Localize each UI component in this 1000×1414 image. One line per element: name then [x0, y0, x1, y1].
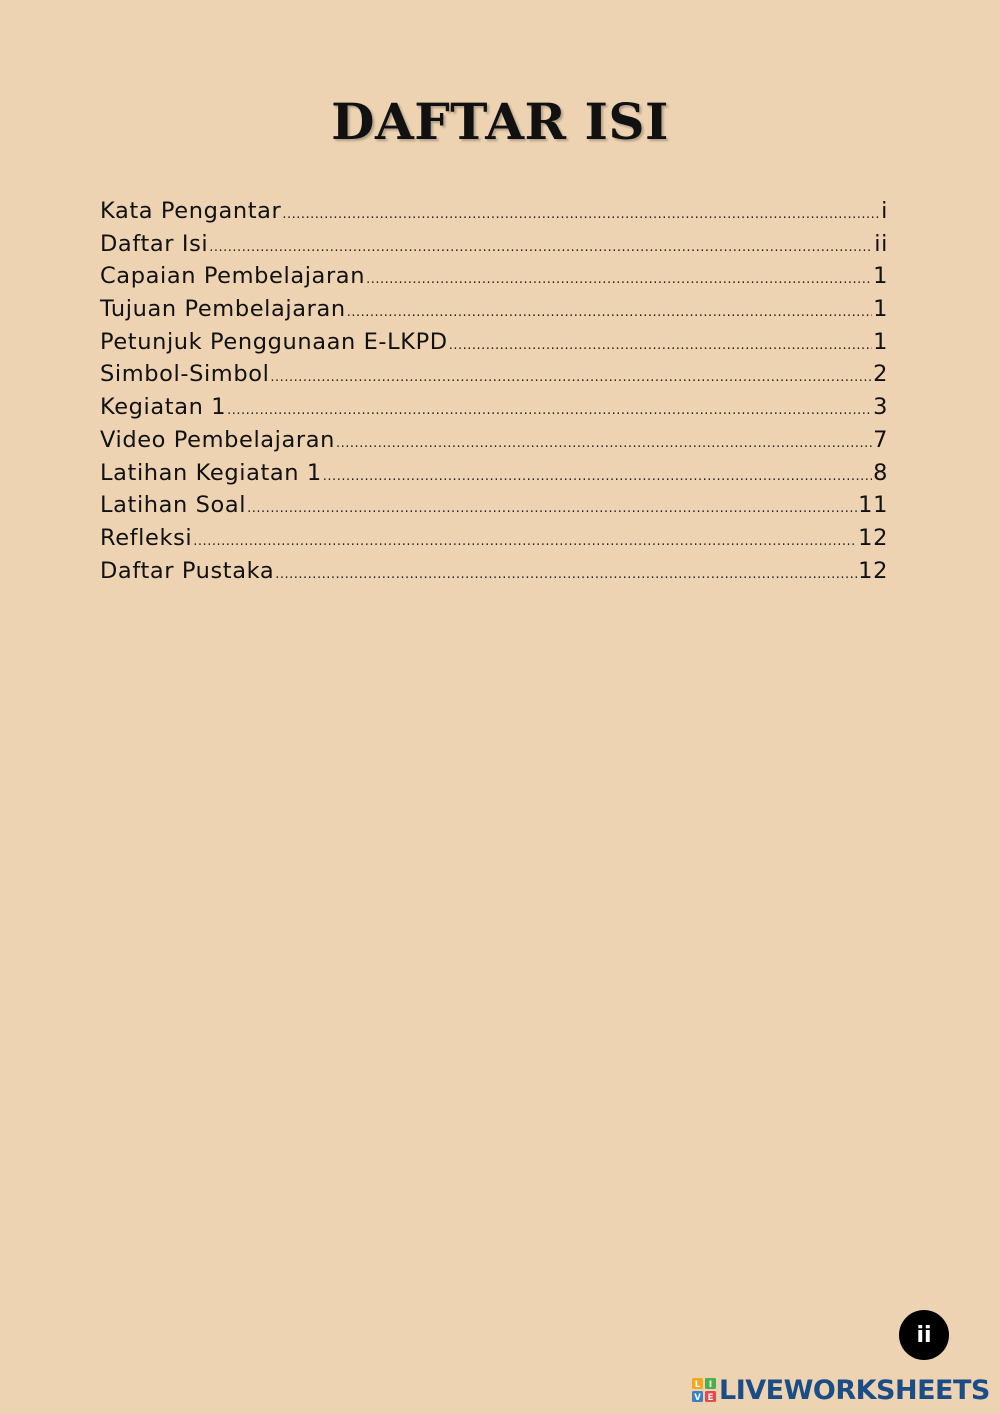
toc-page: 1	[873, 328, 888, 355]
toc-page: 11	[858, 492, 888, 519]
toc-page: i	[881, 198, 888, 224]
toc-row	[100, 558, 888, 591]
toc-page: 7	[873, 426, 888, 453]
logo-letter: I	[708, 1379, 713, 1390]
toc-row	[100, 198, 888, 231]
toc-leader	[227, 403, 872, 418]
toc-row	[100, 525, 888, 558]
toc-leader	[347, 305, 872, 320]
toc-label: Latihan Soal	[100, 492, 247, 519]
toc-label: Daftar Pustaka	[100, 557, 275, 584]
toc-label: Simbol-Simbol	[100, 361, 270, 388]
toc-row	[100, 427, 888, 460]
toc-label: Capaian Pembelajaran	[100, 263, 366, 290]
toc-label: Kegiatan 1	[100, 394, 227, 421]
liveworksheets-brand[interactable]	[692, 1374, 990, 1406]
toc-label: Petunjuk Penggunaan E-LKPD	[100, 328, 448, 355]
toc-row	[100, 492, 888, 525]
toc-leader	[270, 370, 872, 385]
toc-leader	[247, 501, 857, 516]
toc-leader	[209, 240, 873, 255]
toc-leader	[275, 567, 857, 582]
page-number-badge: ii	[899, 1310, 949, 1360]
toc-page: 3	[873, 394, 888, 421]
toc-page: ii	[874, 230, 888, 257]
toc-page: 1	[873, 263, 888, 290]
toc-label: Video Pembelajaran	[100, 426, 336, 453]
toc-page: 12	[858, 524, 888, 551]
toc-page: 1	[873, 296, 888, 323]
toc-page: 2	[873, 361, 888, 388]
toc-label: Daftar Isi	[100, 230, 209, 257]
toc-leader	[193, 534, 857, 549]
toc-page: 12	[858, 557, 888, 584]
toc-label: Latihan Kegiatan 1	[100, 459, 322, 486]
brand-name: LIVEWORKSHEETS	[719, 1374, 990, 1406]
toc-row	[100, 460, 888, 493]
toc-row	[100, 263, 888, 296]
toc-leader	[449, 338, 872, 353]
page-title: DAFTAR ISI	[331, 92, 669, 151]
table-of-contents	[100, 198, 888, 590]
toc-leader	[323, 469, 872, 484]
toc-row	[100, 231, 888, 264]
toc-leader	[282, 207, 880, 222]
toc-row	[100, 394, 888, 427]
toc-leader	[366, 272, 872, 287]
toc-row	[100, 296, 888, 329]
toc-row	[100, 361, 888, 394]
toc-label: Tujuan Pembelajaran	[100, 296, 346, 323]
toc-row	[100, 329, 888, 362]
logo-letter: L	[694, 1379, 701, 1390]
logo-letter: E	[707, 1392, 714, 1402]
toc-label: Refleksi	[100, 524, 193, 551]
liveworksheets-logo-icon	[692, 1378, 716, 1402]
logo-letter: V	[694, 1392, 701, 1402]
toc-label: Kata Pengantar	[100, 198, 282, 224]
toc-page: 8	[873, 459, 888, 486]
toc-leader	[336, 436, 872, 451]
